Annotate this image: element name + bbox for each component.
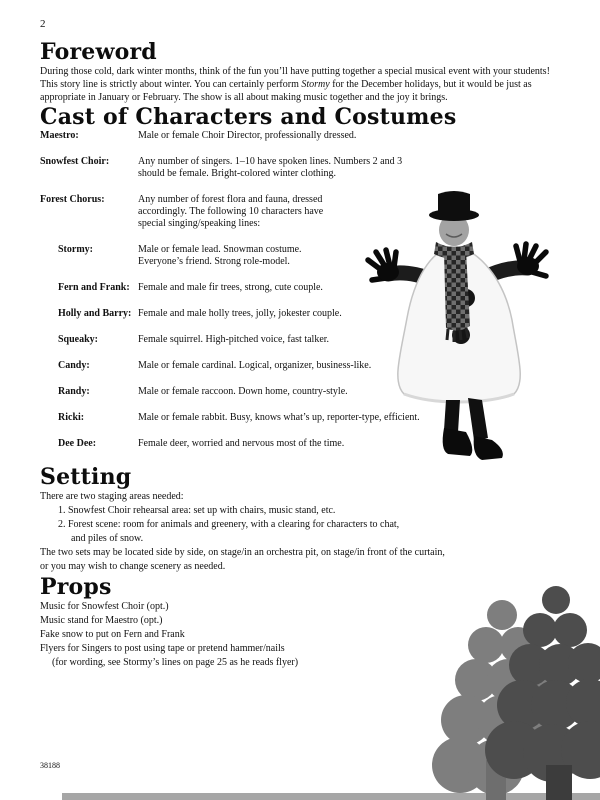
props-heading: Props xyxy=(40,574,112,600)
catalog-number: 38188 xyxy=(40,761,60,770)
cast-row-snowfest-choir xyxy=(40,156,560,180)
foreword-show-title: Stormy xyxy=(301,79,330,90)
cast-row-candy xyxy=(40,360,560,372)
cast-description: Male or female cardinal. Logical, organizer, business-like. xyxy=(138,360,372,371)
cast-description: Female squirrel. High-pitched voice, fast talker. xyxy=(138,334,330,345)
cast-row-dee-dee xyxy=(40,438,560,450)
cast-row-fern-and-frank xyxy=(40,282,560,294)
cast-row-stormy xyxy=(40,244,560,268)
props-line-5-indented: (for wording, see Stormy’s lines on page 25 as he reads flyer) xyxy=(52,657,299,668)
cast-description: Male or female lead. Snowman costume. Everyone’s friend. Strong role-model. xyxy=(138,244,302,267)
cast-description: Any number of singers. 1–10 have spoken lines. Numbers 2 and 3 should be female. Bright-colored winter clothing. xyxy=(138,156,403,179)
setting-item-2: 2. Forest scene: room for animals and greenery, with a clearing for characters to chat, xyxy=(58,519,400,530)
cast-row-holly-and-barry xyxy=(40,308,560,320)
foreword-paragraph xyxy=(40,65,560,104)
setting-outro-line-2: or you may wish to change scenery as needed. xyxy=(40,561,226,572)
cast-description: Male or female rabbit. Busy, knows what’s up, reporter-type, efficient. xyxy=(138,412,420,423)
cast-name: Randy: xyxy=(58,386,90,397)
setting-heading: Setting xyxy=(40,464,132,490)
cast-heading: Cast of Characters and Costumes xyxy=(40,104,457,130)
cast-row-forest-chorus xyxy=(40,194,560,230)
foreword-text-start: During those cold, dark winter months, think of the fun you’ll have putting together a special musical event with your students! This story line is strictly about winter. You can certainly perform xyxy=(40,66,550,90)
cast-name: Dee Dee: xyxy=(58,438,97,449)
cast-name: Ricki: xyxy=(58,412,85,423)
cast-name: Squeaky: xyxy=(58,334,99,345)
setting-outro-line-1: The two sets may be located side by side, on stage/in an orchestra pit, on stage/in front of the curtain, xyxy=(40,547,445,558)
setting-intro: There are two staging areas needed: xyxy=(40,491,184,502)
setting-item-2-continuation: and piles of snow. xyxy=(71,533,144,544)
cast-description: Male or female Choir Director, professionally dressed. xyxy=(138,130,357,141)
cast-description: Any number of forest flora and fauna, dressed accordingly. The following 10 characters have special singing/speaking lines: xyxy=(138,194,324,229)
cast-description: Female and male fir trees, strong, cute couple. xyxy=(138,282,323,293)
setting-section xyxy=(40,490,560,574)
cast-name: Stormy: xyxy=(58,244,93,255)
cast-row-squeaky xyxy=(40,334,560,346)
props-line-1: Music for Snowfest Choir (opt.) xyxy=(40,601,169,612)
props-line-4: Flyers for Singers to post using tape or pretend hammer/nails xyxy=(40,643,285,654)
cast-name: Fern and Frank: xyxy=(58,282,130,293)
page-number: 2 xyxy=(40,18,46,30)
cast-row-maestro xyxy=(40,130,560,142)
cast-list xyxy=(40,130,560,450)
setting-item-1: 1. Snowfest Choir rehearsal area: set up with chairs, music stand, etc. xyxy=(58,505,336,516)
props-section xyxy=(40,600,560,670)
cast-name: Holly and Barry: xyxy=(58,308,132,319)
cast-name: Maestro: xyxy=(40,130,79,141)
cast-description: Male or female raccoon. Down home, country-style. xyxy=(138,386,348,397)
cast-row-randy xyxy=(40,386,560,398)
cast-name: Candy: xyxy=(58,360,90,371)
foreword-heading: Foreword xyxy=(40,39,157,65)
cast-description: Female and male holly trees, jolly, jokester couple. xyxy=(138,308,342,319)
foreword-text-end: for the December holidays, but it would be just as appropriate in January or February. The show is all about making music together and the joy it brings. xyxy=(40,79,532,103)
props-line-3: Fake snow to put on Fern and Frank xyxy=(40,629,185,640)
cast-description: Female deer, worried and nervous most of the time. xyxy=(138,438,345,449)
cast-row-ricki xyxy=(40,412,560,424)
cast-name: Forest Chorus: xyxy=(40,194,105,205)
cast-name: Snowfest Choir: xyxy=(40,156,110,167)
props-line-2: Music stand for Maestro (opt.) xyxy=(40,615,163,626)
